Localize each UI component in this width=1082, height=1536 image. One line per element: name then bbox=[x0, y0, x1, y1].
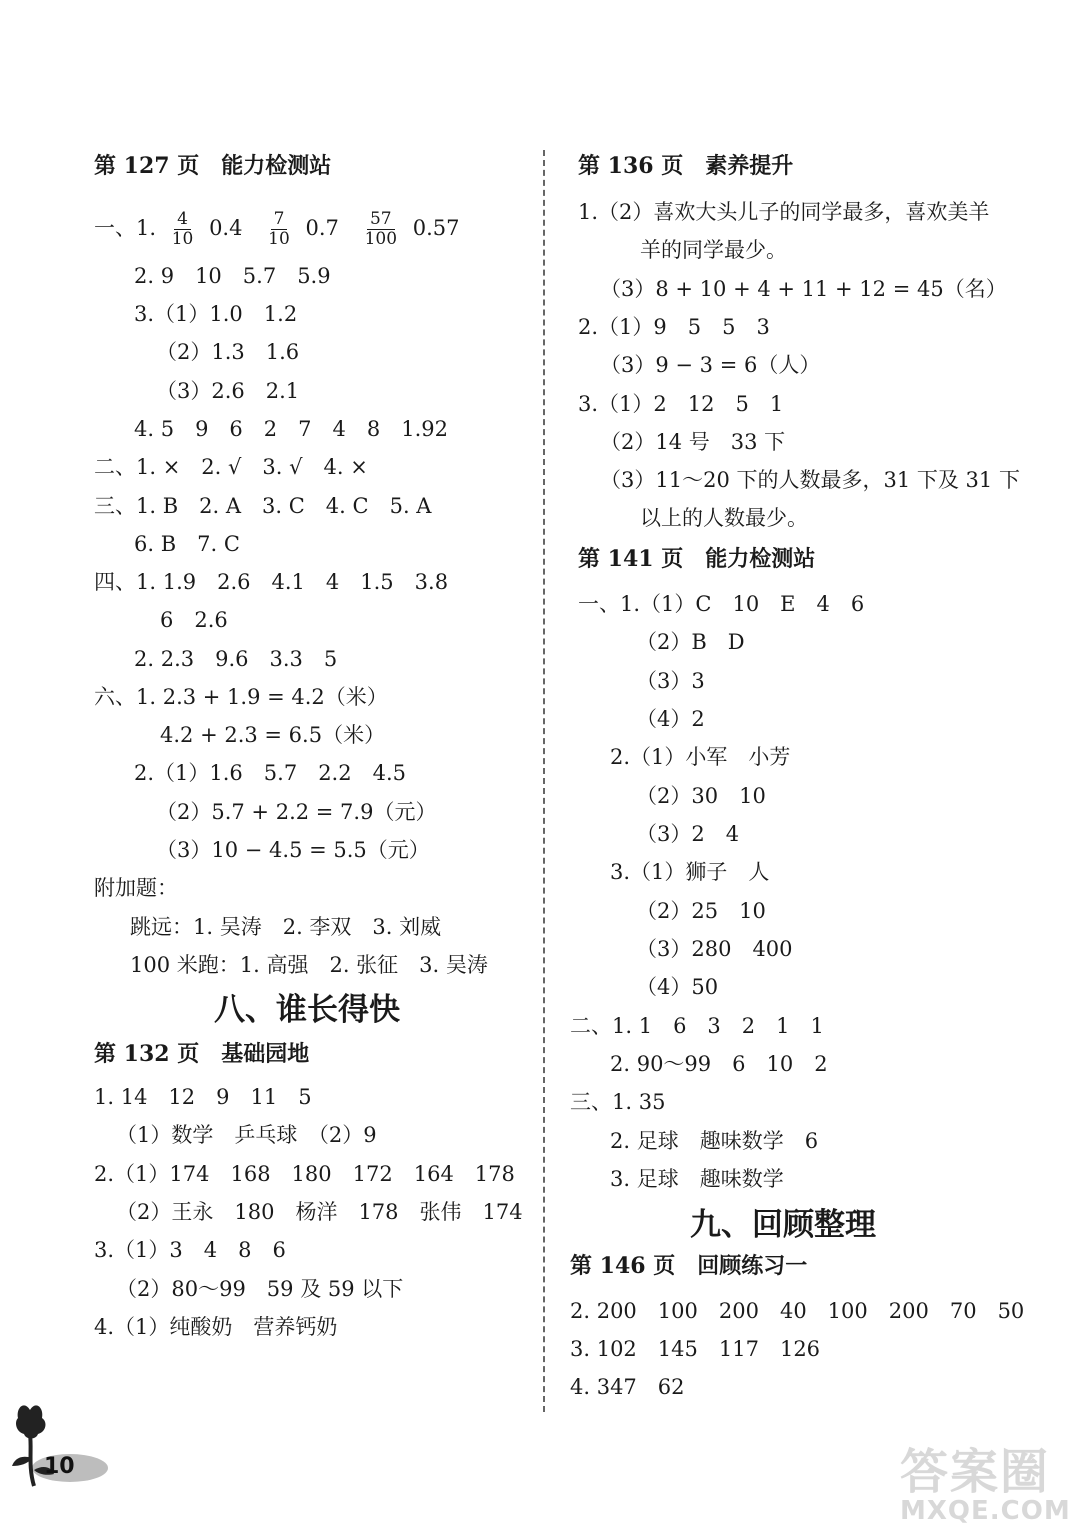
answer-line: 一、1.（1）C 10 E 4 6 bbox=[578, 592, 865, 616]
answer-line: （3）10 − 4.5 = 5.5（元） bbox=[156, 838, 430, 862]
page-141-heading: 第 141 页 能力检测站 bbox=[578, 546, 816, 572]
answer-line: 二、1. 1 6 3 2 1 1 bbox=[570, 1014, 824, 1038]
answer-line: （1）数学 乒乓球 （2）9 bbox=[116, 1123, 377, 1147]
answer-line: 2. 9 10 5.7 5.9 bbox=[134, 264, 331, 288]
answer-line: （2）25 10 bbox=[636, 899, 766, 923]
answer-line: （3）280 400 bbox=[636, 937, 793, 961]
answer-line: 3.（1）1.0 1.2 bbox=[134, 302, 298, 326]
watermark-url: MXQE.COM bbox=[900, 1496, 1071, 1526]
answer-line: 4. 347 62 bbox=[570, 1375, 685, 1399]
answer-line: 1. 14 12 9 11 5 bbox=[94, 1085, 312, 1109]
answer-line: 1.（2）喜欢大头儿子的同学最多，喜欢美羊 bbox=[578, 200, 990, 224]
answer-line: （2）80～99 59 及 59 以下 bbox=[116, 1277, 404, 1301]
answer-line: 羊的同学最少。 bbox=[640, 238, 787, 262]
answer-line: 3.（1）3 4 8 6 bbox=[94, 1238, 286, 1262]
fraction-answer-line bbox=[94, 209, 460, 249]
answer-line: 二、1. × 2. √ 3. √ 4. × bbox=[94, 455, 368, 479]
fraction-denominator: 10 bbox=[171, 229, 194, 249]
answer-line: （3）11～20 下的人数最多，31 下及 31 下 bbox=[600, 468, 1020, 492]
answer-line: 2.（1）174 168 180 172 164 178 bbox=[94, 1162, 515, 1186]
answer-line: 4. 5 9 6 2 7 4 8 1.92 bbox=[134, 417, 448, 441]
answer-line: （2）王永 180 杨洋 178 张伟 174 bbox=[116, 1200, 523, 1224]
section-8-title: 八、谁长得快 bbox=[214, 992, 400, 1028]
answer-line: 三、1. 35 bbox=[570, 1090, 666, 1114]
answer-line: （2）5.7 + 2.2 = 7.9（元） bbox=[156, 800, 437, 824]
answer-line: （3）2 4 bbox=[636, 822, 740, 846]
answer-line: 跳远：1. 吴涛 2. 李双 3. 刘威 bbox=[130, 915, 442, 939]
answer-line: 三、1. B 2. A 3. C 4. C 5. A bbox=[94, 494, 432, 518]
answer-line: 3.（1）狮子 人 bbox=[610, 860, 770, 884]
answer-line: 2. 90～99 6 10 2 bbox=[610, 1052, 828, 1076]
answer-line: 以上的人数最少。 bbox=[640, 506, 808, 530]
page-127-heading: 第 127 页 能力检测站 bbox=[94, 153, 332, 179]
answer-line: 100 米跑：1. 高强 2. 张征 3. 吴涛 bbox=[130, 953, 488, 977]
answer-line: 四、1. 1.9 2.6 4.1 4 1.5 3.8 bbox=[94, 570, 449, 594]
fraction bbox=[362, 210, 400, 249]
answer-line: 2.（1）1.6 5.7 2.2 4.5 bbox=[134, 761, 406, 785]
answer-line: （2）1.3 1.6 bbox=[156, 340, 300, 364]
answer-line: 4.2 + 2.3 = 6.5（米） bbox=[160, 723, 386, 747]
fraction-denominator: 100 bbox=[364, 229, 398, 249]
answer-line: 3. 足球 趣味数学 bbox=[610, 1167, 784, 1191]
answer-line: （3）9 − 3 = 6（人） bbox=[600, 353, 821, 377]
page-136-heading: 第 136 页 素养提升 bbox=[578, 153, 794, 179]
answer-line: 六、1. 2.3 + 1.9 = 4.2（米） bbox=[94, 685, 388, 709]
fraction-denominator: 10 bbox=[268, 229, 290, 249]
answer-line: 6. B 7. C bbox=[134, 532, 240, 556]
fraction-numerator: 57 bbox=[367, 210, 395, 230]
answer-line: 2.（1）9 5 5 3 bbox=[578, 315, 770, 339]
answer-line: 2. 足球 趣味数学 6 bbox=[610, 1129, 819, 1153]
decimal-value: 0.7 bbox=[305, 216, 339, 240]
answer-line: （2）14 号 33 下 bbox=[600, 430, 786, 454]
answer-line: （4）50 bbox=[636, 975, 719, 999]
watermark-text: 答案圈 bbox=[900, 1444, 1051, 1500]
section-9-title: 九、回顾整理 bbox=[690, 1207, 876, 1243]
page-146-heading: 第 146 页 回顾练习一 bbox=[570, 1253, 808, 1279]
answer-line: 6 2.6 bbox=[160, 608, 228, 632]
answer-line: （3）8 + 10 + 4 + 11 + 12 = 45（名） bbox=[600, 277, 1007, 301]
fraction bbox=[169, 210, 197, 249]
page-number: 10 bbox=[44, 1454, 75, 1479]
page-132-heading: 第 132 页 基础园地 bbox=[94, 1041, 310, 1067]
q1-prefix: 一、1. bbox=[94, 216, 157, 240]
answer-line: （3）2.6 2.1 bbox=[156, 379, 300, 403]
site-watermark bbox=[900, 1444, 1071, 1526]
answer-line: （3）3 bbox=[636, 669, 705, 693]
fraction bbox=[265, 210, 293, 249]
answer-line: 4.（1）纯酸奶 营养钙奶 bbox=[94, 1315, 338, 1339]
answer-line: （2）B D bbox=[636, 630, 745, 654]
fraction-numerator: 4 bbox=[174, 210, 191, 230]
answer-line: （4）2 bbox=[636, 707, 705, 731]
column-divider bbox=[543, 150, 545, 1412]
decimal-value: 0.4 bbox=[209, 216, 243, 240]
fraction-numerator: 7 bbox=[271, 210, 288, 230]
answer-line: 3. 102 145 117 126 bbox=[570, 1337, 821, 1361]
answer-line: （2）30 10 bbox=[636, 784, 766, 808]
answer-line: 3.（1）2 12 5 1 bbox=[578, 392, 784, 416]
answer-line: 2.（1）小军 小芳 bbox=[610, 745, 791, 769]
answer-line: 2. 200 100 200 40 100 200 70 50 bbox=[570, 1299, 1025, 1323]
bonus-heading: 附加题： bbox=[94, 876, 178, 900]
decimal-value: 0.57 bbox=[412, 216, 460, 240]
answer-line: 2. 2.3 9.6 3.3 5 bbox=[134, 647, 338, 671]
